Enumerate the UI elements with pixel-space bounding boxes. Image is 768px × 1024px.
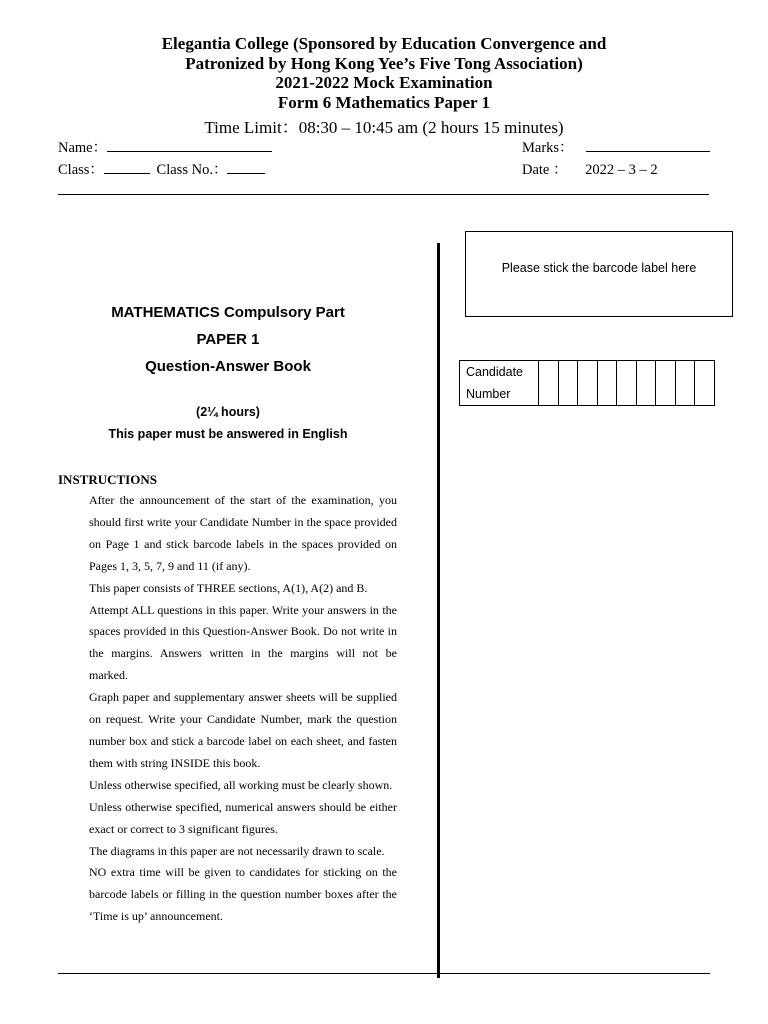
candidate-digit-box[interactable] [539,361,559,406]
time-limit: Time Limit：08:30 – 10:45 am (2 hours 15 minutes) [204,118,564,137]
class-no-blank[interactable] [227,159,265,174]
barcode-label-box [465,231,733,317]
instruction-item: Unless otherwise specified, all working must be clearly shown. [89,777,393,792]
candidate-digit-box[interactable] [636,361,656,406]
candidate-digit-box[interactable] [656,361,676,406]
candidate-digit-box[interactable] [578,361,598,406]
class-label: Class： [58,162,104,178]
instruction-item: Attempt ALL questions in this paper. Write your answers in the spaces provided in this Question-Answer Book. Do not write in the margins. Answers written in the margins will not be marked. [89,602,397,683]
marks-field[interactable] [522,136,710,157]
school-name-line-1: Elegantia College (Sponsored by Education Convergence and [161,34,607,53]
instruction-item: NO extra time will be given to candidates for sticking on the barcode labels or filling in the question number boxes after the ‘Time is up’ announcement. [89,865,397,924]
instructions-title: INSTRUCTIONS [58,472,157,487]
name-label: Name： [58,140,108,156]
date-label: Date ： [522,162,568,178]
instruction-item: Unless otherwise specified, numerical answers should be either exact or correct to 3 significant figures. [89,799,397,836]
language-note: This paper must be answered in English [108,427,348,441]
footer-divider [58,973,710,974]
instruction-item: Graph paper and supplementary answer sheets will be supplied on request. Write your Candidate Number, mark the question number box and stick a barcode label on each sheet, and fasten them with string INSIDE this book. [89,690,397,770]
paper-number: PAPER 1 [196,331,260,348]
exam-year-title: 2021-2022 Mock Examination [275,73,493,92]
paper-duration: (2¼ hours) [196,405,260,419]
instruction-item: The diagrams in this paper are not necessarily drawn to scale. [89,843,385,858]
instruction-item: This paper consists of THREE sections, A(1), A(2) and B. [89,580,368,595]
instruction-item: After the announcement of the start of the examination, you should first write your Candidate Number in the space provided on Page 1 and stick barcode labels in the spaces provided on Pages 1, 3, 5, 7, 9 and 11 (if any). [89,493,397,573]
paper-subject: MATHEMATICS Compulsory Part [111,304,345,321]
candidate-digit-box[interactable] [675,361,695,406]
name-blank[interactable] [107,137,272,152]
class-no-label: Class No.： [156,162,228,178]
date-value: 2022 – 3 – 2 [585,162,658,178]
candidate-number-label [460,361,539,406]
class-blank[interactable] [104,159,150,174]
barcode-instruction: Please stick the barcode label here [501,261,697,275]
vertical-divider [437,243,440,978]
candidate-digit-box[interactable] [558,361,578,406]
form-subject-paper-title: Form 6 Mathematics Paper 1 [277,93,491,112]
candidate-number-table [459,360,715,406]
class-field[interactable] [58,158,265,179]
name-field[interactable] [58,136,272,157]
date-field [522,158,658,179]
book-title: Question-Answer Book [145,358,311,375]
candidate-label-line-1: Candidate [466,365,523,379]
marks-blank[interactable] [586,137,710,152]
candidate-digit-box[interactable] [597,361,617,406]
header-divider [58,194,709,195]
marks-label: Marks： [522,140,574,156]
candidate-digit-box[interactable] [695,361,715,406]
school-name-line-2: Patronized by Hong Kong Yee’s Five Tong Association) [185,54,583,73]
instructions-list [89,490,397,928]
candidate-label-line-2: Number [466,387,511,401]
candidate-digit-box[interactable] [617,361,637,406]
